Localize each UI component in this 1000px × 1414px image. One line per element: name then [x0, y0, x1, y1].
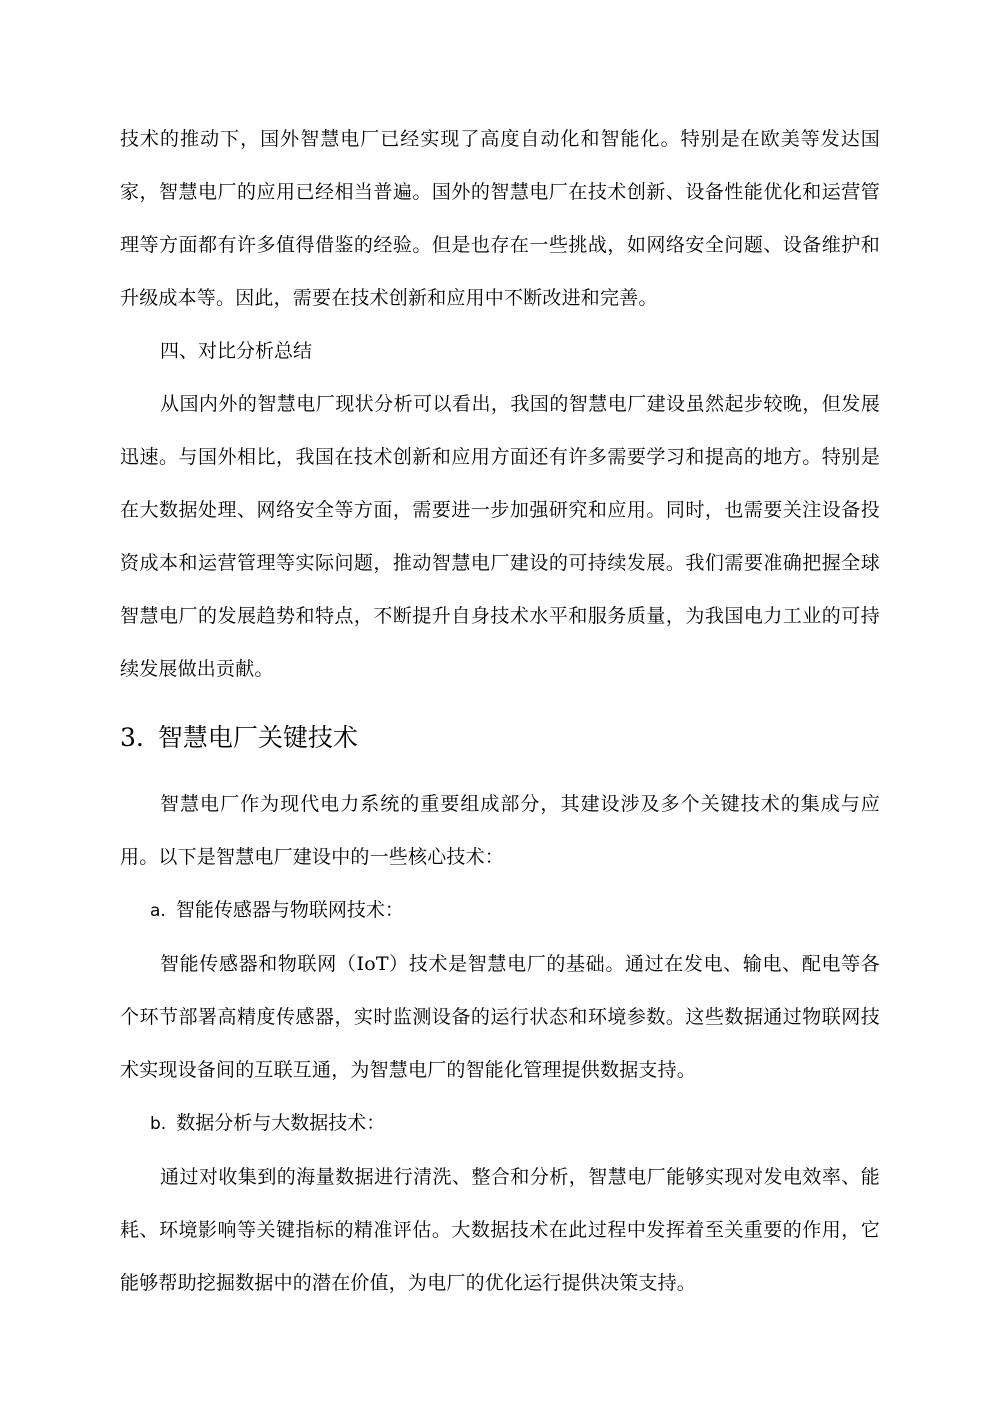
section-heading-key-technologies — [120, 718, 880, 758]
paragraph-comparison-summary: 从国内外的智慧电厂现状分析可以看出，我国的智慧电厂建设虽然起步较晚，但发展迅速。与国外相比，我国在技术创新和应用方面还有许多需要学习和提高的地方。特别是在大数据处理、网络安全等方面，需要进一步加强研究和应用。同时，也需要关注设备投资成本和运营管理等实际问题，推动智慧电厂建设的可持续发展。我们需要准确把握全球智慧电厂的发展趋势和特点，不断提升自身技术水平和服务质量，为我国电力工业的可持续发展做出贡献。 — [120, 393, 880, 680]
paragraph-big-data: 通过对收集到的海量数据进行清洗、整合和分析，智慧电厂能够实现对发电效率、能耗、环境影响等关键指标的精准评估。大数据技术在此过程中发挥着至关重要的作用，它能够帮助挖掘数据中的潜在价值，为电厂的优化运行提供决策支持。 — [120, 1166, 880, 1294]
subheading-comparison-summary: 四、对比分析总结 — [160, 340, 313, 362]
paragraph-sensors-iot: 智能传感器和物联网（IoT）技术是智慧电厂的基础。通过在发电、输电、配电等各个环节部署高精度传感器，实时监测设备的运行状态和环境参数。这些数据通过物联网技术实现设备间的互联互通，为智慧电厂的智能化管理提供数据支持。 — [120, 953, 880, 1081]
paragraph-section-intro: 智慧电厂作为现代电力系统的重要组成部分，其建设涉及多个关键技术的集成与应用。以下是智慧电厂建设中的一些核心技术： — [120, 793, 880, 868]
list-item-b-title: 数据分析与大数据技术： — [176, 1112, 386, 1134]
list-marker-b: b. — [150, 1114, 167, 1134]
list-item-b-heading — [120, 1097, 880, 1151]
paragraph-foreign-status: 技术的推动下，国外智慧电厂已经实现了高度自动化和智能化。特别是在欧美等发达国家，智慧电厂的应用已经相当普遍。国外的智慧电厂在技术创新、设备性能优化和运营管理等方面都有许多值得借鉴的经验。但是也存在一些挑战，如网络安全问题、设备维护和升级成本等。因此，需要在技术创新和应用中不断改进和完善。 — [120, 128, 880, 309]
section-title: 智慧电厂关键技术 — [157, 723, 358, 752]
list-item-a-title: 智能传感器与物联网技术： — [175, 899, 404, 921]
list-marker-a: a. — [150, 901, 166, 921]
list-item-a-heading — [120, 884, 880, 938]
section-number: 3. — [120, 723, 144, 752]
document-content — [120, 113, 880, 1310]
